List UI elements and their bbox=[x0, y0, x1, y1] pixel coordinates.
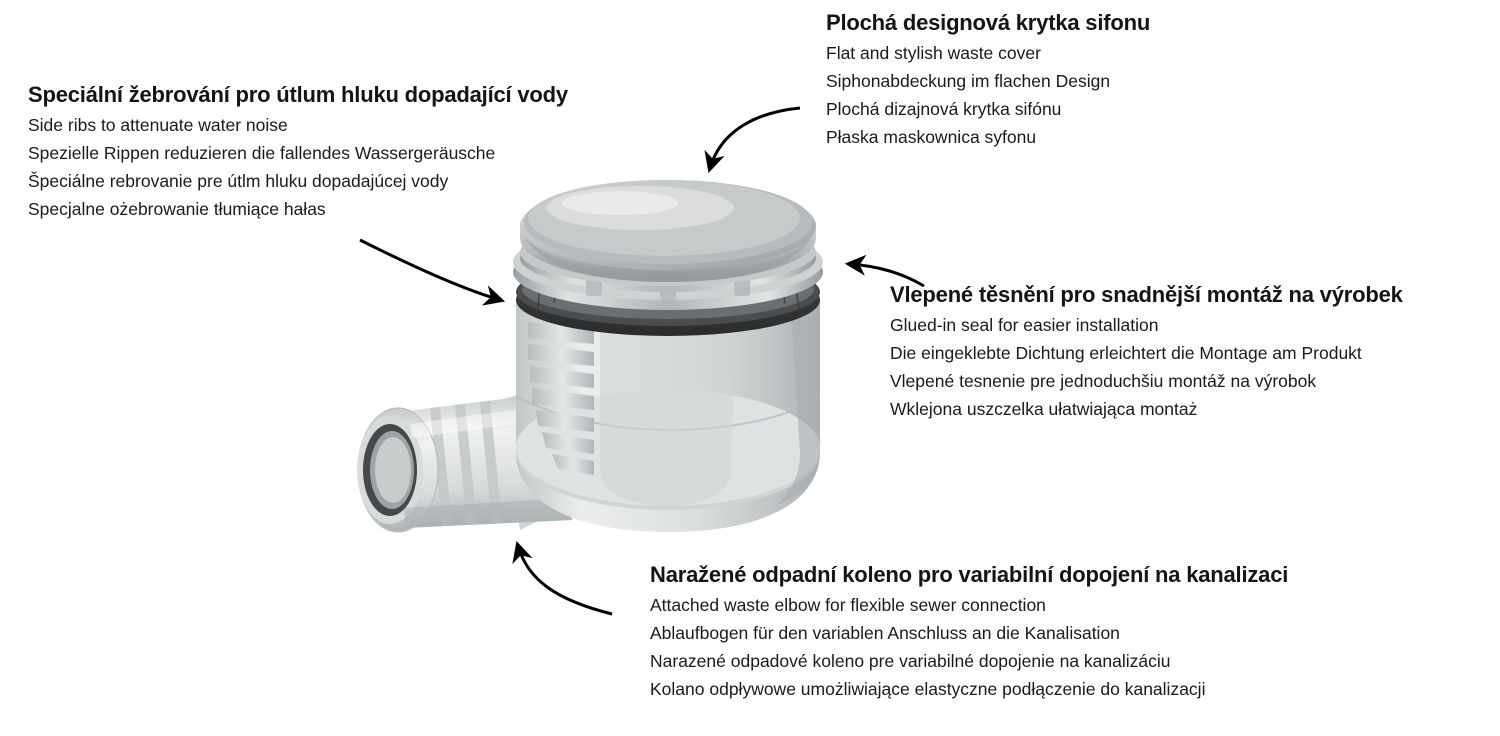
callout-seal-line-de: Die eingeklebte Dichtung erleichtert die Montage am Produkt bbox=[890, 343, 1362, 364]
callout-elbow bbox=[650, 562, 1450, 700]
callout-ribs-line-sk: Špeciálne rebrovanie pre útlm hluku dopadajúcej vody bbox=[28, 170, 449, 191]
callout-ribs-line-de: Spezielle Rippen reduzieren die fallendes Wassergeräusche bbox=[28, 143, 496, 164]
callout-cover bbox=[826, 10, 1466, 148]
callout-elbow-line-de: Ablaufbogen für den variablen Anschluss an die Kanalisation bbox=[650, 623, 1120, 644]
callout-ribs-line-pl: Specjalne ożebrowanie tłumiące hałas bbox=[28, 198, 326, 219]
callout-cover-line-en: Flat and stylish waste cover bbox=[826, 43, 1041, 64]
callout-seal-title: Vlepené těsnění pro snadnější montáž na výrobek bbox=[890, 282, 1403, 307]
callout-cover-title: Plochá designová krytka sifonu bbox=[826, 10, 1151, 35]
callout-elbow-line-en: Attached waste elbow for flexible sewer connection bbox=[650, 595, 1046, 616]
callout-seal-line-pl: Wklejona uszczelka ułatwiająca montaż bbox=[890, 398, 1198, 419]
callout-ribs-line-en: Side ribs to attenuate water noise bbox=[28, 115, 288, 136]
callout-cover-line-de: Siphonabdeckung im flachen Design bbox=[826, 71, 1111, 92]
callout-seal-line-sk: Vlepené tesnenie pre jednoduchšiu montáž na výrobok bbox=[890, 370, 1317, 391]
callout-cover-line-pl: Płaska maskownica syfonu bbox=[826, 126, 1037, 147]
callout-ribs-title: Speciální žebrování pro útlum hluku dopadající vody bbox=[28, 82, 568, 107]
callout-cover-line-sk: Plochá dizajnová krytka sifónu bbox=[826, 98, 1062, 119]
callout-elbow-line-sk: Narazené odpadové koleno pre variabilné dopojenie na kanalizáciu bbox=[650, 650, 1171, 671]
callout-seal bbox=[890, 282, 1490, 420]
callout-elbow-line-pl: Kolano odpływowe umożliwiające elastyczne podłączenie do kanalizacji bbox=[650, 678, 1206, 699]
callout-elbow-title: Naražené odpadní koleno pro variabilní dopojení na kanalizaci bbox=[650, 562, 1289, 587]
callout-ribs bbox=[28, 82, 668, 220]
callout-seal-line-en: Glued-in seal for easier installation bbox=[890, 315, 1159, 336]
